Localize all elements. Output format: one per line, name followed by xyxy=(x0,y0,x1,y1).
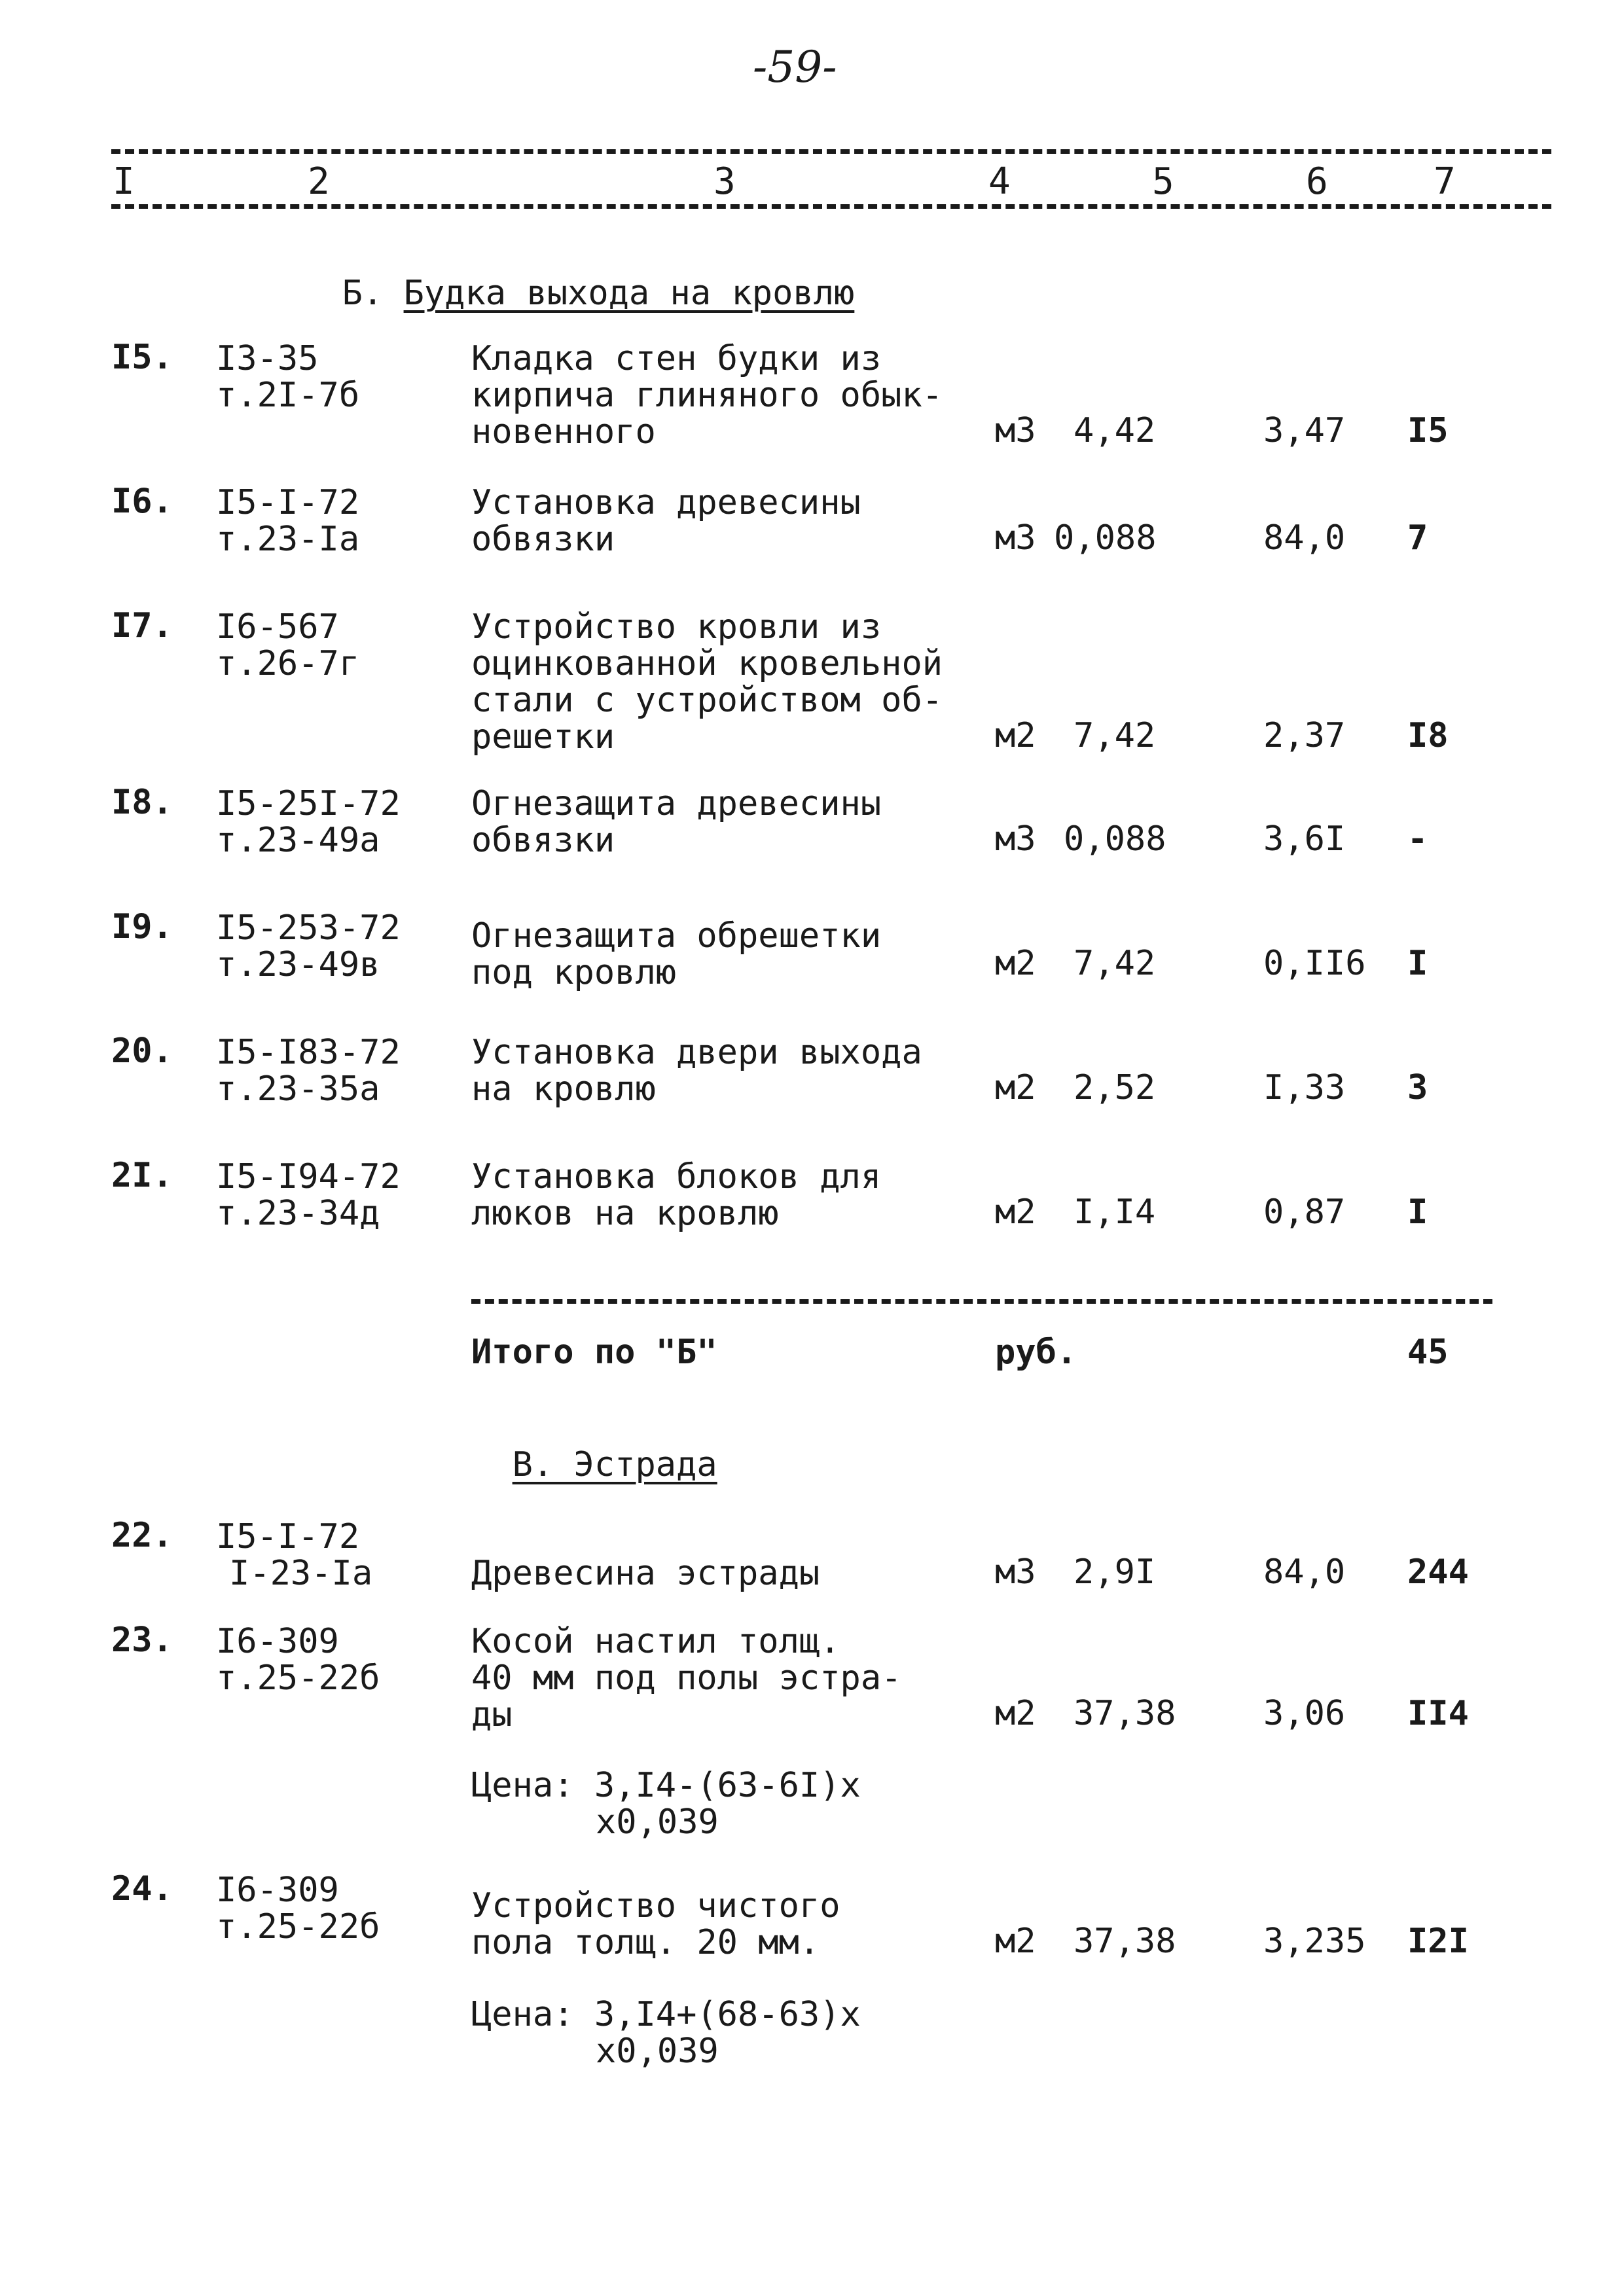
desc-line: Кладка стен будки из xyxy=(471,339,882,378)
row-description xyxy=(471,609,943,755)
code-line: I6-309 xyxy=(216,1622,339,1661)
row-unit: м3 xyxy=(995,518,1036,558)
desc-line: ды xyxy=(471,1695,513,1734)
row-code xyxy=(216,1872,380,1945)
row-price: 0,II6 xyxy=(1263,944,1366,983)
table-row xyxy=(0,1031,1624,1109)
code-line: I6-567 xyxy=(216,607,339,647)
row-description xyxy=(471,1034,922,1107)
row-unit: м2 xyxy=(995,1694,1036,1733)
col-header-7: 7 xyxy=(1434,160,1456,203)
row-total: II4 xyxy=(1407,1694,1469,1733)
code-line: I5-I-72 xyxy=(216,483,360,522)
row-number: I8. xyxy=(111,783,173,822)
row-price: 84,0 xyxy=(1263,1552,1346,1592)
table-row xyxy=(0,907,1624,992)
row-quantity: I,I4 xyxy=(1074,1193,1156,1232)
desc-line: оцинкованной кровельной xyxy=(471,644,943,683)
code-line: I5-253-72 xyxy=(216,908,401,948)
desc-line: пола толщ. 20 мм. xyxy=(471,1923,820,1962)
row-quantity: 4,42 xyxy=(1074,411,1156,450)
calc-line: Цена: 3,I4-(63-6I)х xyxy=(471,1766,861,1805)
row-price: I,33 xyxy=(1263,1068,1346,1107)
table-row xyxy=(0,338,1624,452)
desc-line: 40 мм под полы эстра- xyxy=(471,1659,902,1698)
calc-line: Цена: 3,I4+(68-63)х xyxy=(471,1995,861,2034)
desc-line: кирпича глиняного обык- xyxy=(471,376,943,415)
col-header-2: 2 xyxy=(308,160,330,203)
row-number: I5. xyxy=(111,338,173,377)
desc-line: Установка древесины xyxy=(471,483,861,522)
row-code xyxy=(216,1518,372,1592)
table-row xyxy=(0,482,1624,559)
row-unit: м2 xyxy=(995,716,1036,755)
row-number: I6. xyxy=(111,482,173,521)
page-number: -59- xyxy=(753,42,837,92)
row-quantity: 37,38 xyxy=(1074,1694,1176,1733)
row-quantity: 2,9I xyxy=(1074,1552,1156,1592)
desc-line: Устройство кровли из xyxy=(471,607,882,647)
code-line: т.23-49а xyxy=(216,821,380,860)
row-quantity: 7,42 xyxy=(1074,944,1156,983)
desc-line: Установка двери выхода xyxy=(471,1033,922,1072)
row-total: 7 xyxy=(1407,518,1428,558)
code-line: т.23-Iа xyxy=(216,520,360,559)
row-unit: м3 xyxy=(995,411,1036,450)
calc-line: х0,039 xyxy=(596,1803,719,1842)
row-total: 3 xyxy=(1407,1068,1428,1107)
row-number: 20. xyxy=(111,1031,173,1071)
total-separator-rule xyxy=(471,1299,1492,1304)
row-code xyxy=(216,785,401,859)
row-quantity: 37,38 xyxy=(1074,1922,1176,1961)
row-price: 84,0 xyxy=(1263,518,1346,558)
row-code xyxy=(216,340,359,414)
desc-line: обвязки xyxy=(471,821,615,860)
total-b-label: Итого по "Б" xyxy=(471,1333,717,1372)
row-total: I8 xyxy=(1407,716,1449,755)
row-price: 3,06 xyxy=(1263,1694,1346,1733)
row-price: 3,6I xyxy=(1263,819,1346,859)
row-description xyxy=(471,785,881,859)
row-description xyxy=(471,1158,881,1232)
desc-line: Огнезащита древесины xyxy=(471,784,882,823)
col-header-4: 4 xyxy=(988,160,1011,203)
total-b-unit: руб. xyxy=(995,1333,1077,1372)
row-number: 22. xyxy=(111,1516,173,1555)
code-line: I5-I83-72 xyxy=(216,1033,401,1072)
row-quantity: 7,42 xyxy=(1074,716,1156,755)
total-b-value: 45 xyxy=(1407,1333,1449,1372)
row-description xyxy=(471,1555,820,1592)
code-line: т.23-35а xyxy=(216,1069,380,1109)
row-price: 2,37 xyxy=(1263,716,1346,755)
row-number: I7. xyxy=(111,606,173,645)
desc-line: Установка блоков для xyxy=(471,1157,882,1196)
row-number: 24. xyxy=(111,1869,173,1909)
price-calculation xyxy=(471,1767,861,1840)
row-number: 2I. xyxy=(111,1156,173,1195)
table-row xyxy=(0,606,1624,757)
desc-line: Древесина эстрады xyxy=(471,1554,820,1593)
calc-line: х0,039 xyxy=(596,2032,719,2071)
col-header-3: 3 xyxy=(713,160,736,203)
code-line: т.23-49в xyxy=(216,945,380,984)
row-quantity: 2,52 xyxy=(1074,1068,1156,1107)
row-price: 3,47 xyxy=(1263,411,1346,450)
code-line: т.25-22б xyxy=(216,1907,380,1946)
row-quantity: 0,088 xyxy=(1054,518,1157,558)
table-row xyxy=(0,1869,1624,2071)
desc-line: новенного xyxy=(471,412,656,452)
code-line: т.26-7г xyxy=(216,644,360,683)
code-line: I5-I-72 xyxy=(216,1517,360,1556)
section-b-name: Будка выхода на кровлю xyxy=(403,274,855,313)
desc-line: Косой настил толщ. xyxy=(471,1622,840,1661)
row-unit: м3 xyxy=(995,1552,1036,1592)
row-price: 3,235 xyxy=(1263,1922,1366,1961)
price-calculation xyxy=(471,1996,861,2070)
desc-line: люков на кровлю xyxy=(471,1194,779,1233)
row-quantity: 0,088 xyxy=(1064,819,1166,859)
desc-line: решетки xyxy=(471,717,615,757)
desc-line: Устройство чистого xyxy=(471,1886,840,1926)
row-unit: м2 xyxy=(995,944,1036,983)
code-line: т.23-34д xyxy=(216,1194,380,1233)
row-code xyxy=(216,910,401,983)
desc-line: под кровлю xyxy=(471,953,677,992)
code-line: I3-35 xyxy=(216,339,319,378)
section-v-title xyxy=(471,1414,717,1482)
table-row xyxy=(0,1516,1624,1593)
table-row xyxy=(0,1621,1624,1842)
row-description xyxy=(471,340,943,450)
row-total: - xyxy=(1407,819,1428,859)
col-header-6: 6 xyxy=(1306,160,1328,203)
desc-line: Огнезащита обрешетки xyxy=(471,916,882,956)
code-line: т.2I-7б xyxy=(216,376,360,415)
table-row xyxy=(0,783,1624,860)
row-description xyxy=(471,484,861,558)
row-number: I9. xyxy=(111,907,173,946)
row-description xyxy=(471,918,881,991)
section-v-name: В. Эстрада xyxy=(512,1445,717,1484)
row-description xyxy=(471,1623,901,1733)
desc-line: стали с устройством об- xyxy=(471,681,943,720)
row-code xyxy=(216,1158,401,1232)
row-code xyxy=(216,609,359,682)
header-bottom-rule xyxy=(111,204,1551,209)
row-total: I2I xyxy=(1407,1922,1469,1961)
row-price: 0,87 xyxy=(1263,1193,1346,1232)
code-line: I-23-Iа xyxy=(229,1554,373,1593)
table-row xyxy=(0,1156,1624,1233)
row-total: 244 xyxy=(1407,1552,1469,1592)
header-top-rule xyxy=(111,149,1551,154)
code-line: I5-I94-72 xyxy=(216,1157,401,1196)
row-total: I5 xyxy=(1407,411,1449,450)
col-header-5: 5 xyxy=(1152,160,1174,203)
row-total: I xyxy=(1407,1193,1428,1232)
code-line: т.25-22б xyxy=(216,1659,380,1698)
col-header-1: I xyxy=(113,160,135,203)
row-code xyxy=(216,484,359,558)
desc-line: на кровлю xyxy=(471,1069,656,1109)
row-code xyxy=(216,1623,380,1696)
row-code xyxy=(216,1034,401,1107)
section-b-title xyxy=(301,242,855,313)
desc-line: обвязки xyxy=(471,520,615,559)
code-line: I5-25I-72 xyxy=(216,784,401,823)
row-total: I xyxy=(1407,944,1428,983)
code-line: I6-309 xyxy=(216,1871,339,1910)
row-number: 23. xyxy=(111,1621,173,1660)
row-unit: м2 xyxy=(995,1068,1036,1107)
row-description xyxy=(471,1888,840,1961)
row-unit: м3 xyxy=(995,819,1036,859)
row-unit: м2 xyxy=(995,1922,1036,1961)
section-b-letter: Б. xyxy=(342,274,384,313)
row-unit: м2 xyxy=(995,1193,1036,1232)
